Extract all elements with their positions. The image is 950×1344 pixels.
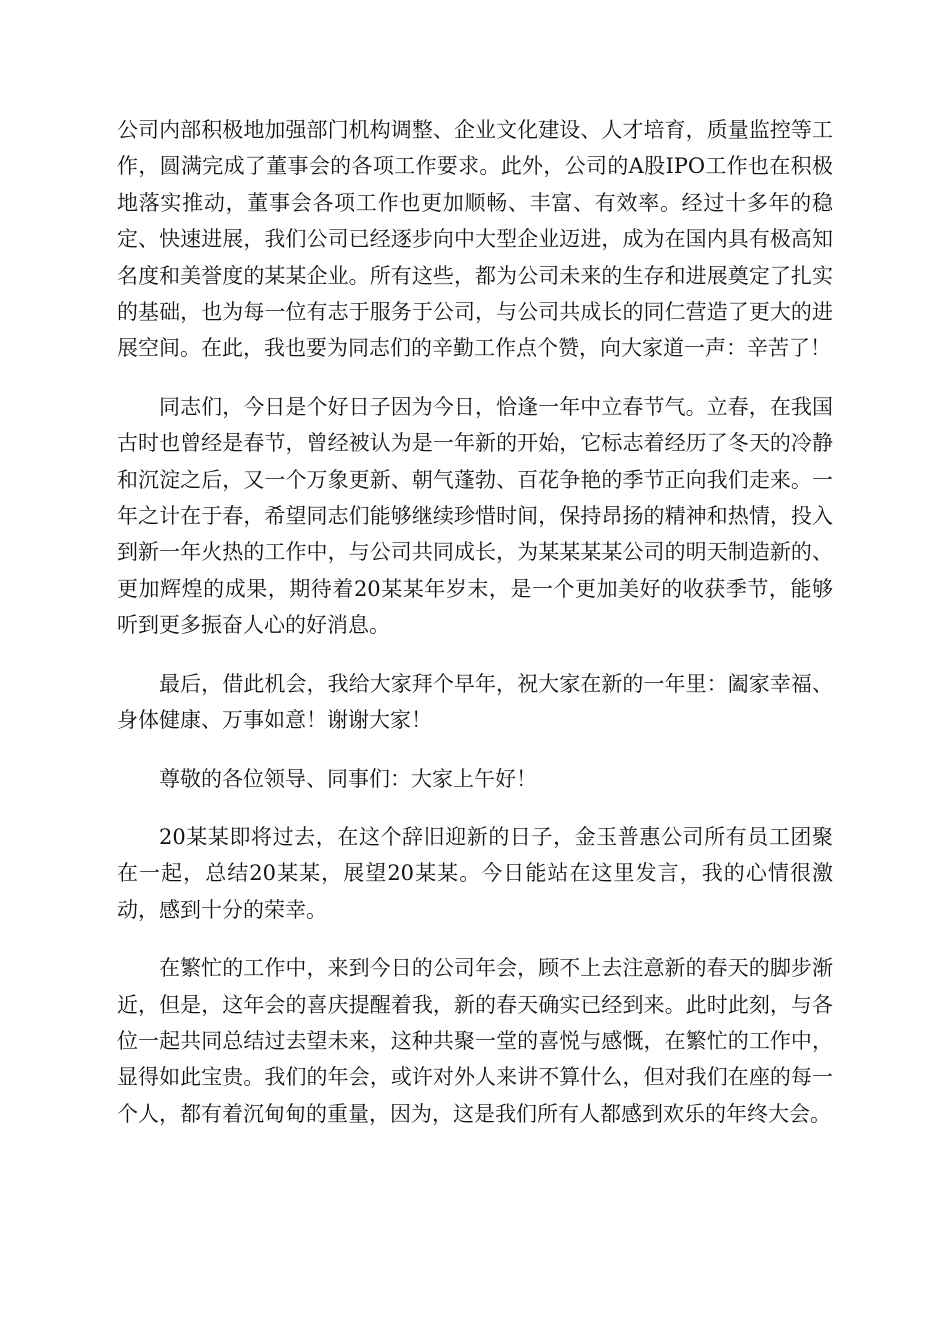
- paragraph-closing: 最后，借此机会，我给大家拜个早年，祝大家在新的一年里：阖家幸福、身体健康、万事如意！谢谢大家！: [117, 671, 833, 733]
- paragraph-greeting: 尊敬的各位领导、同事们：大家上午好！: [159, 766, 537, 791]
- document-body: [117, 112, 833, 1154]
- paragraph-continuation: 公司内部积极地加强部门机构调整、企业文化建设、人才培育，质量监控等工作，圆满完成了董事会的各项工作要求。此外，公司的A股IPO工作也在积极地落实推动，董事会各项工作也更加顺畅、丰富、有效率。经过十多年的稳定、快速进展，我们公司已经逐步向中大型企业迈进，成为在国内具有极高知名度和美誉度的某某企业。所有这些，都为公司未来的生存和进展奠定了扎实的基础，也为每一位有志于服务于公司，与公司共成长的同仁营造了更大的进展空间。在此，我也要为同志们的辛勤工作点个赞，向大家道一声：辛苦了！: [117, 118, 833, 361]
- paragraph-year-end: 20某某即将过去，在这个辞旧迎新的日子，金玉普惠公司所有员工团聚在一起，总结20某某，展望20某某。今日能站在这里发言，我的心情很激动，感到十分的荣幸。: [117, 824, 833, 922]
- paragraph-spring: 同志们，今日是个好日子因为今日，恰逢一年中立春节气。立春，在我国古时也曾经是春节，曾经被认为是一年新的开始，它标志着经历了冬天的冷静和沉淀之后，又一个万象更新、朝气蓬勃、百花争艳的季节正向我们走来。一年之计在于春，希望同志们能够继续珍惜时间，保持昂扬的精神和热情，投入到新一年火热的工作中，与公司共同成长，为某某某某公司的明天制造新的、更加辉煌的成果，期待着20某某年岁末，是一个更加美好的收获季节，能够听到更多振奋人心的好消息。: [117, 394, 833, 638]
- paragraph-annual-meeting: 在繁忙的工作中，来到今日的公司年会，顾不上去注意新的春天的脚步渐近，但是，这年会的喜庆提醒着我，新的春天确实已经到来。此时此刻，与各位一起共同总结过去望未来，这种共聚一堂的喜悦与感慨，在繁忙的工作中，显得如此宝贵。我们的年会，或许对外人来讲不算什么，但对我们在座的每一个人，都有着沉甸甸的重量，因为，这是我们所有人都感到欢乐的年终大会。: [117, 956, 833, 1126]
